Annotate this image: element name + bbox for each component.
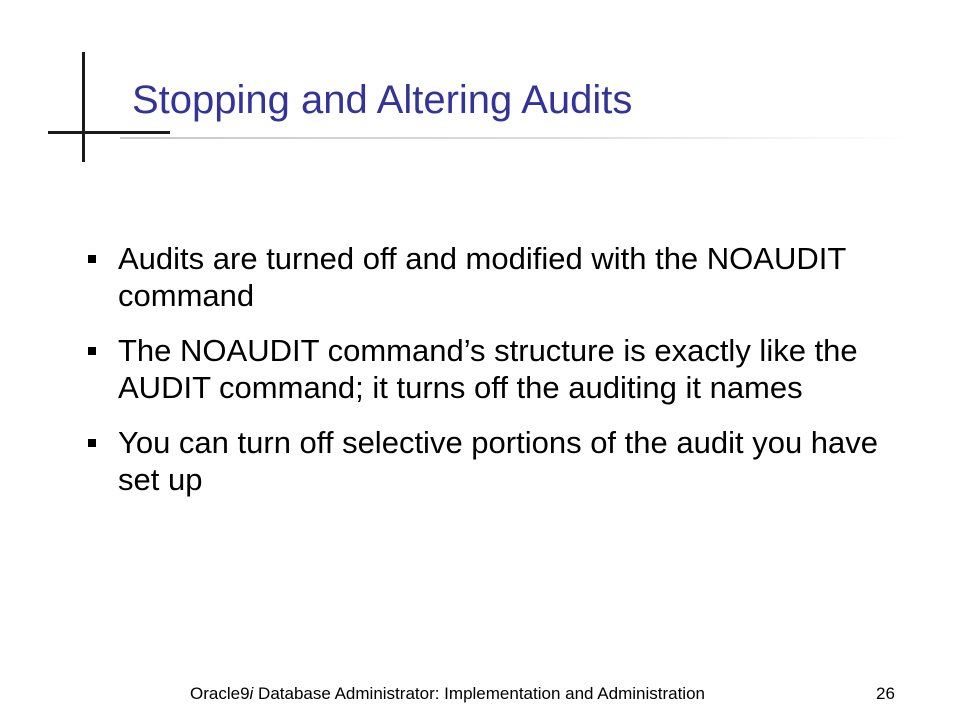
footer-italic: i [249,684,254,703]
square-bullet-icon [88,439,96,447]
bullet-text: The NOAUDIT command’s structure is exactly like the AUDIT command; it turns off the auditing it names [118,333,858,405]
slide-title: Stopping and Altering Audits [132,78,633,122]
title-underline [120,137,910,139]
footer-prefix: Oracle9 [190,684,250,703]
bullet-item [84,424,924,498]
bullet-item [84,332,924,406]
page-number: 26 [876,684,895,703]
bullet-list [84,240,924,516]
crosshair-horizontal-line [48,131,170,134]
bullet-text: You can turn off selective portions of the audit you have set up [118,425,879,497]
crosshair-vertical-line [82,52,85,162]
bullet-item [84,240,924,314]
bullet-text: Audits are turned off and modified with the NOAUDIT command [118,241,846,313]
square-bullet-icon [88,347,96,355]
square-bullet-icon [88,255,96,263]
footer-caption [190,683,705,705]
footer-suffix: Database Administrator: Implementation and Administration [253,684,705,703]
